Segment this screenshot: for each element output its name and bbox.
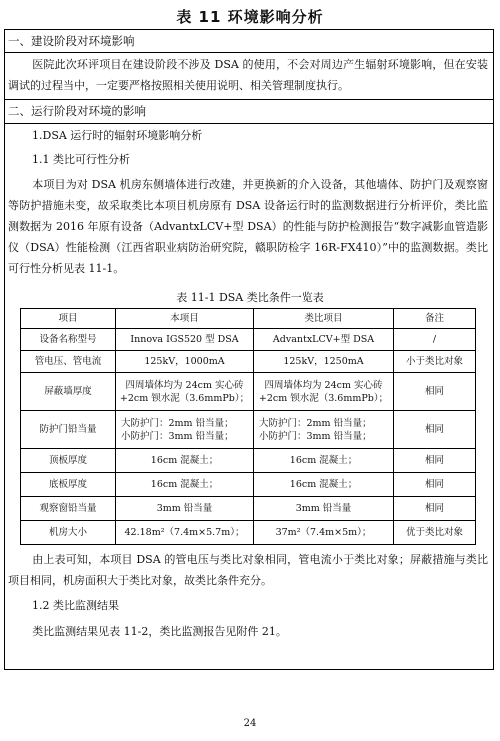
header-item: 项目 (21, 309, 116, 329)
cell-line: 四周墙体均为 24cm 实心砖 (125, 379, 244, 391)
table-row (21, 411, 476, 449)
table-row (21, 373, 476, 411)
cell-line: 小防护门：3mm 铅当量； (121, 430, 234, 442)
cell-item: 屏蔽墙厚度 (21, 373, 116, 411)
cell-this-project: 16cm 混凝土； (116, 449, 254, 473)
cell-item: 底板厚度 (21, 473, 116, 497)
cell-item: 防护门铅当量 (21, 411, 116, 449)
cell-comparison-project: 16cm 混凝土； (254, 473, 394, 497)
cell-line: 小防护门：3mm 铅当量； (259, 430, 372, 442)
cell-item: 顶板厚度 (21, 449, 116, 473)
page-title: 表 11 环境影响分析 (176, 8, 324, 26)
cell-item: 机房大小 (21, 521, 116, 545)
table-header-row (21, 309, 476, 329)
cell-line: 大防护门：2mm 铅当量； (259, 417, 372, 429)
cell-remark: 相同 (394, 411, 476, 449)
cell-this-project: 3mm 铅当量 (116, 497, 254, 521)
section1-heading: 一、建设阶段对环境影响 (8, 34, 135, 48)
table-row (21, 351, 476, 373)
table-row (21, 449, 476, 473)
cell-line: 四周墙体均为 24cm 实心砖 (264, 379, 383, 391)
table-row (21, 329, 476, 351)
cell-this-project: Innova IGS520 型 DSA (116, 329, 254, 351)
cell-comparison-project: AdvantxLCV+型 DSA (254, 329, 394, 351)
cell-remark: 相同 (394, 497, 476, 521)
section1-divider (4, 52, 494, 53)
comparison-table (20, 308, 476, 545)
cell-comparison-project: 3mm 铅当量 (254, 497, 394, 521)
header-comparison-project: 类比项目 (254, 309, 394, 329)
cell-line: 大防护门：2mm 铅当量； (121, 417, 234, 429)
cell-remark: 小于类比对象 (394, 351, 476, 373)
cell-comparison-project (254, 373, 394, 411)
section2-heading: 二、运行阶段对环境的影响 (8, 104, 146, 118)
subsection-feasibility: 1.1 类比可行性分析 (32, 153, 130, 166)
subsection-results: 1.2 类比监测结果 (32, 599, 119, 612)
cell-comparison-project: 125kV，1250mA (254, 351, 394, 373)
results-paragraph: 类比监测结果见表 11-2，类比监测报告见附件 21。 (32, 625, 287, 638)
feasibility-paragraph: 本项目为对 DSA 机房东侧墙体进行改建，并更换新的介入设备，其他墙体、防护门及观察窗等防护措施未变，故采取类比本项目机房原有 DSA 设备运行时的监测数据进行分析评价，类比监测数据为 2016 年原有设备（AdvantxLCV+型 DSA）的性能与防护检测报告“数字减影血管造影仪（DSA）性能检测（江西省职业病防治研究院，赣职防检字 16R-FX410）”中的监测数据。类比可行性分析见表 11-1。 (8, 178, 488, 275)
page-number: 24 (243, 718, 257, 729)
cell-comparison-project: 37m²（7.4m×5m）； (254, 521, 394, 545)
cell-remark: / (394, 329, 476, 351)
cell-item: 管电压、管电流 (21, 351, 116, 373)
cell-remark: 相同 (394, 449, 476, 473)
conclusion-paragraph: 由上表可知，本项目 DSA 的管电压与类比对象相同，管电流小于类比对象；屏蔽措施与类比项目相同，机房面积大于类比对象，故类比条件充分。 (8, 553, 488, 587)
section2-divider-top (4, 99, 494, 100)
cell-line: +2cm 钡水泥（3.6mmPb）； (258, 392, 389, 404)
header-remark: 备注 (394, 309, 476, 329)
cell-remark: 相同 (394, 473, 476, 497)
cell-item: 设备名称型号 (21, 329, 116, 351)
cell-line: +2cm 钡水泥（3.6mmPb）； (119, 392, 250, 404)
section1-paragraph: 医院此次环评项目在建设阶段不涉及 DSA 的使用，不会对周边产生辐射环境影响，但在安装调试的过程当中，一定要严格按照相关使用说明、相关管理制度执行。 (8, 58, 488, 92)
cell-this-project: 125kV，1000mA (116, 351, 254, 373)
table-row (21, 521, 476, 545)
cell-this-project (116, 411, 254, 449)
cell-remark: 相同 (394, 373, 476, 411)
table-row (21, 497, 476, 521)
table-row (21, 473, 476, 497)
header-this-project: 本项目 (116, 309, 254, 329)
cell-item: 观察窗铅当量 (21, 497, 116, 521)
subsection-dsa-analysis: 1.DSA 运行时的辐射环境影响分析 (32, 129, 203, 142)
table-caption: 表 11-1 DSA 类比条件一览表 (176, 291, 324, 304)
cell-comparison-project (254, 411, 394, 449)
cell-this-project: 16cm 混凝土； (116, 473, 254, 497)
cell-remark: 优于类比对象 (394, 521, 476, 545)
cell-this-project: 42.18m²（7.4m×5.7m）； (116, 521, 254, 545)
cell-comparison-project: 16cm 混凝土； (254, 449, 394, 473)
section2-divider (4, 123, 494, 124)
cell-this-project (116, 373, 254, 411)
